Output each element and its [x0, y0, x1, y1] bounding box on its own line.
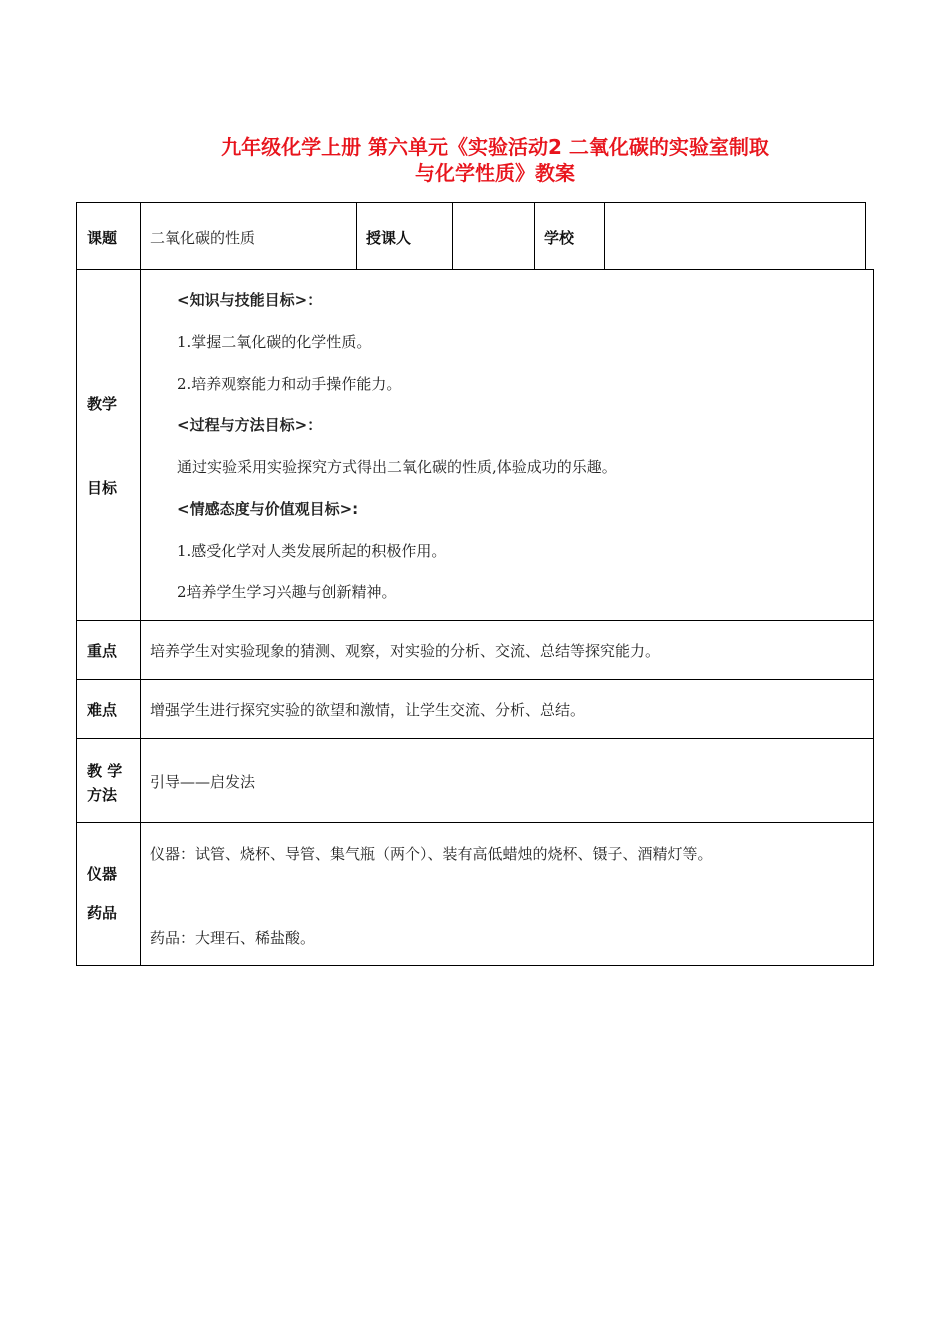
table-divider: [76, 269, 874, 270]
table-divider: [452, 202, 453, 270]
table-border-top: [76, 202, 866, 203]
teacher-label: 授课人: [366, 229, 412, 247]
process-item: 通过实验采用实验探究方式得出二氧化碳的性质,体验成功的乐趣。: [177, 458, 617, 476]
process-heading: <过程与方法目标>：: [177, 416, 323, 434]
knowledge-item: 2.培养观察能力和动手操作能力。: [177, 375, 402, 393]
document-title: [0, 134, 950, 186]
table-divider: [534, 202, 535, 270]
table-border-left: [76, 202, 77, 966]
table-divider: [76, 620, 874, 621]
emotion-item: 2培养学生学习兴趣与创新精神。: [177, 583, 397, 601]
emotion-heading: <情感态度与价值观目标>:: [177, 500, 359, 518]
knowledge-heading: <知识与技能目标>：: [177, 291, 323, 309]
materials-label-line-2: 药品: [87, 904, 118, 922]
method-label-line-2: 方法: [87, 786, 118, 804]
method-label-line-1: 教 学: [87, 762, 123, 780]
knowledge-item: 1.掌握二氧化碳的化学性质。: [177, 333, 372, 351]
key-point-value: 培养学生对实验现象的猜测、观察，对实验的分析、交流、总结等探究能力。: [150, 642, 661, 660]
instruments-value: 仪器：试管、烧杯、导管、集气瓶（两个）、装有高低蜡烛的烧杯、镊子、酒精灯等。: [150, 845, 713, 863]
table-divider: [76, 822, 874, 823]
table-divider: [356, 202, 357, 270]
difficulty-value: 增强学生进行探究实验的欲望和激情，让学生交流、分析、总结。: [150, 701, 586, 719]
table-divider: [865, 202, 866, 270]
materials-label-line-1: 仪器: [87, 865, 118, 883]
table-divider: [604, 202, 605, 270]
table-divider: [76, 738, 874, 739]
chemicals-value: 药品：大理石、稀盐酸。: [150, 929, 316, 947]
emotion-item: 1.感受化学对人类发展所起的积极作用。: [177, 542, 447, 560]
objectives-label-line-1: 教学: [87, 395, 118, 413]
table-border-bottom: [76, 965, 874, 966]
topic-label: 课题: [87, 229, 118, 247]
title-line-2: 与化学性质》教案: [415, 161, 575, 185]
table-border-right: [873, 269, 874, 966]
topic-value: 二氧化碳的性质: [150, 229, 256, 247]
table-divider: [76, 679, 874, 680]
table-divider: [140, 202, 141, 966]
objectives-label-line-2: 目标: [87, 479, 118, 497]
school-label: 学校: [544, 229, 575, 247]
title-line-1: 九年级化学上册 第六单元《实验活动2 二氧化碳的实验室制取: [221, 135, 769, 159]
method-value: 引导——启发法: [150, 773, 256, 791]
difficulty-label: 难点: [87, 701, 118, 719]
key-point-label: 重点: [87, 642, 118, 660]
